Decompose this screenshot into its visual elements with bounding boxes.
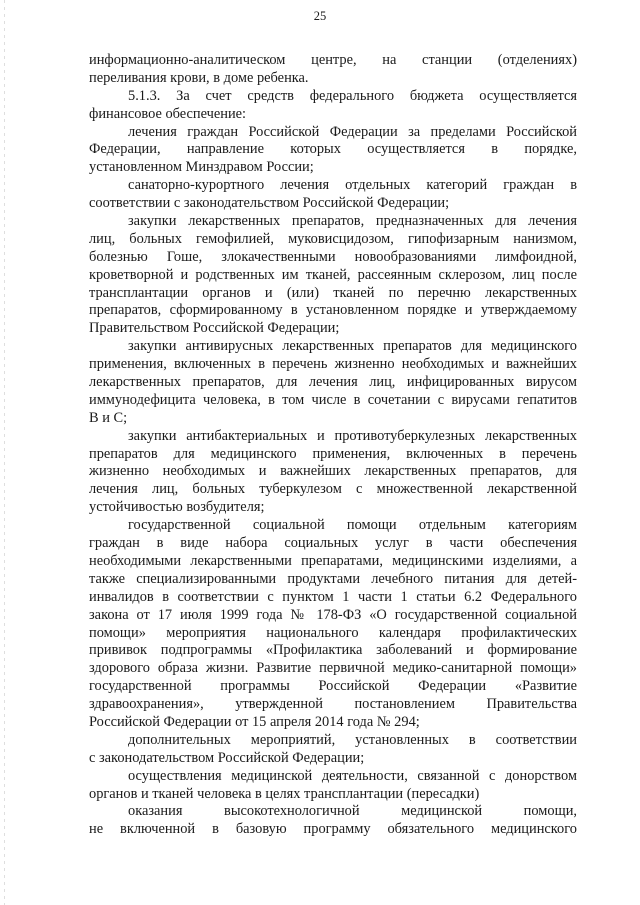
page-number: 25: [313, 9, 327, 23]
text-line: осуществления медицинской деятельности, связанной с донорством: [128, 767, 577, 784]
text-line: с законодательством Российской Федерации;: [89, 749, 365, 766]
text-line: установленном Минздравом России;: [89, 159, 314, 176]
text-line: иммунодефицита человека, в том числе в сочетании с вирусами гепатитов: [89, 391, 577, 408]
text-line: кроветворной и родственных им тканей, рассеянным склерозом, лиц после: [89, 266, 577, 283]
paragraph: [89, 803, 577, 839]
text-line: Российской Федерации от 15 апреля 2014 года № 294;: [89, 713, 420, 730]
text-line: Правительством Российской Федерации;: [89, 320, 340, 337]
text-line: B и C;: [89, 409, 128, 426]
text-line: прививок подпрограммы «Профилактика заболеваний и формирование: [89, 642, 577, 659]
text-line: необходимыми лекарственными препаратами, медицинскими изделиями, а: [89, 552, 577, 569]
text-line: соответствии с законодательством Российской Федерации;: [89, 195, 450, 212]
paragraph: [89, 213, 577, 338]
text-line: также специализированными продуктами лечебного питания для детей-: [89, 570, 577, 587]
text-line: не включенной в базовую программу обязательного медицинского: [89, 821, 577, 838]
text-line: государственной социальной помощи отдельным категориям: [128, 517, 577, 534]
text-line: жизненно необходимых и важнейших лекарственных препаратов, для: [89, 463, 577, 480]
paragraph: [89, 732, 577, 768]
text-line: Федерации, направление которых осуществляется в порядке,: [89, 141, 577, 158]
scan-edge-artifact: [4, 0, 5, 905]
text-line: лечения лиц, больных туберкулезом с множественной лекарственной: [89, 481, 577, 498]
text-line: трансплантации органов и (или) тканей по перечню лекарственных: [89, 284, 577, 301]
text-line: препаратов для медицинского применения, включенных в перечень: [89, 445, 577, 462]
paragraph: [89, 124, 577, 178]
text-line: органов и тканей человека в целях трансплантации (пересадки): [89, 785, 480, 802]
text-line: препаратов, сформированному в установленном порядке и утверждаемому: [89, 302, 577, 319]
text-line: финансовое обеспечение:: [89, 105, 247, 122]
text-line: лечения граждан Российской Федерации за пределами Российской: [128, 123, 577, 140]
text-line: лиц, больных гемофилией, муковисцидозом, гипофизарным нанизмом,: [89, 230, 577, 247]
paragraph: [89, 88, 577, 124]
text-line: закупки лекарственных препаратов, предназначенных для лечения: [128, 213, 577, 230]
text-line: помощи» мероприятия национального календаря профилактических: [89, 624, 577, 641]
text-line: закупки антибактериальных и противотуберкулезных лекарственных: [128, 427, 577, 444]
text-line: оказания высокотехнологичной медицинской помощи,: [128, 803, 577, 820]
document-body: [89, 52, 577, 839]
paragraph: [89, 338, 577, 427]
paragraph: [89, 52, 577, 88]
paragraph: [89, 428, 577, 517]
text-line: 5.1.3. За счет средств федерального бюджета осуществляется: [128, 87, 577, 104]
text-line: лекарственных препаратов, для лечения лиц, инфицированных вирусом: [89, 374, 577, 391]
paragraph: [89, 177, 577, 213]
text-line: применения, включенных в перечень жизненно необходимых и важнейших: [89, 356, 577, 373]
text-line: граждан в виде набора социальных услуг в части обеспечения: [89, 535, 577, 552]
text-line: здорового образа жизни. Развитие первичной медико-санитарной помощи»: [89, 660, 577, 677]
text-line: болезнью Гоше, злокачественными новообразованиями лимфоидной,: [89, 248, 577, 265]
text-line: здравоохранения», утвержденной постановлением Правительства: [89, 696, 577, 713]
text-line: закона от 17 июля 1999 года № 178-ФЗ «О государственной социальной: [89, 606, 577, 623]
text-line: инвалидов в соответствии с пунктом 1 части 1 статьи 6.2 Федерального: [89, 588, 577, 605]
paragraph: [89, 768, 577, 804]
text-line: государственной программы Российской Федерации «Развитие: [89, 678, 577, 695]
text-line: информационно-аналитическом центре, на станции (отделениях): [89, 52, 577, 68]
text-line: устойчивостью возбудителя;: [89, 499, 265, 516]
paragraph: [89, 517, 577, 732]
text-line: дополнительных мероприятий, установленных в соответствии: [128, 731, 577, 748]
text-line: санаторно-курортного лечения отдельных категорий граждан в: [128, 177, 577, 194]
text-line: переливания крови, в доме ребенка.: [89, 69, 309, 86]
text-line: закупки антивирусных лекарственных препаратов для медицинского: [128, 338, 577, 355]
